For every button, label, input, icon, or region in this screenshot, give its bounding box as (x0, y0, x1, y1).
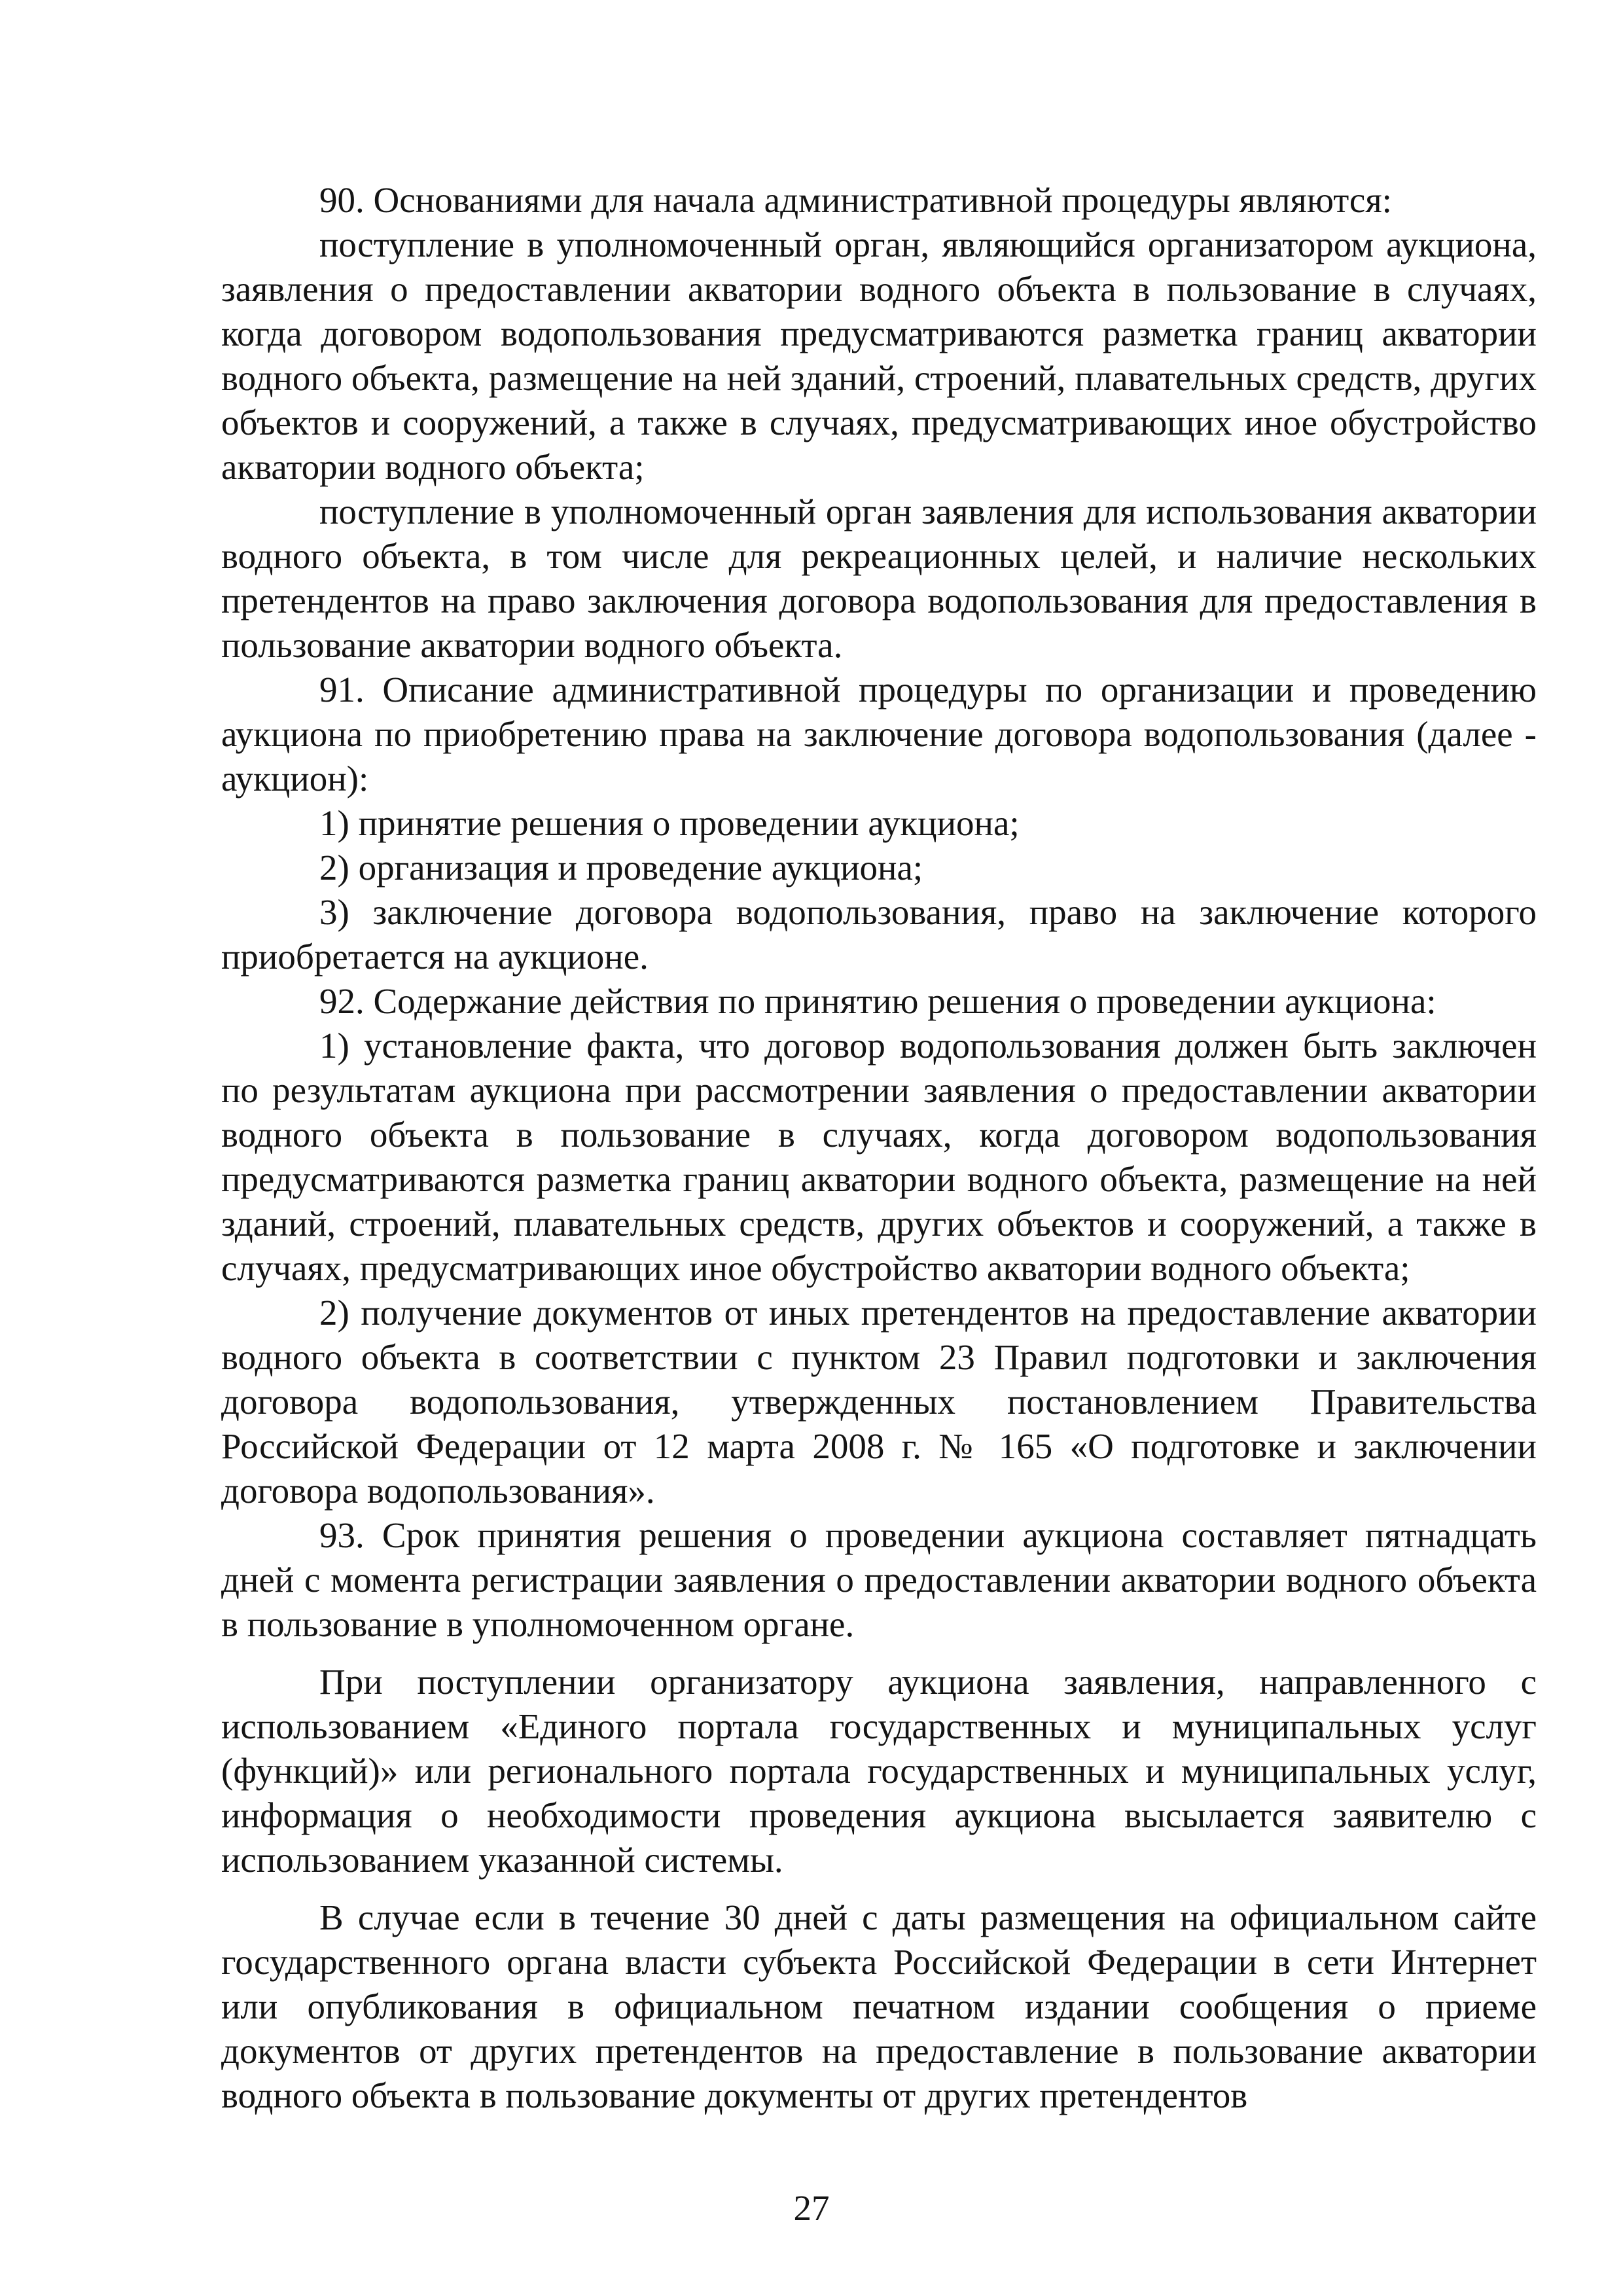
paragraph-90-item-1: поступление в уполномоченный орган, являющийся организатором аукциона, заявления о предоставлении акватории водного объекта в пользование в случаях, когда договором водопользования предусматриваются разметка границ акватории водного объекта, размещение на ней зданий, строений, плавательных средств, других объектов и сооружений, а также в случаях, предусматривающих иное обустройство акватории водного объекта; (221, 224, 1537, 487)
paragraph-92-heading: 92. Содержание действия по принятию решения о проведении аукциона: (319, 981, 1436, 1021)
paragraph-93: 93. Срок принятия решения о проведении аукциона составляет пятнадцать дней с момента регистрации заявления о предоставлении акватории водного объекта в пользование в уполномоченном органе. (221, 1515, 1537, 1644)
paragraph-90-heading: 90. Основаниями для начала административной процедуры являются: (319, 180, 1392, 220)
page-number: 27 (793, 2188, 830, 2228)
paragraph-91-item-3: 3) заключение договора водопользования, право на заключение которого приобретается на аукционе. (221, 892, 1537, 977)
paragraph-92-item-1: 1) установление факта, что договор водопользования должен быть заключен по результатам аукциона при рассмотрении заявления о предоставлении акватории водного объекта в пользование в случаях, когда договором водопользования предусматриваются разметка границ акватории водного объекта, размещение на ней зданий, строений, плавательных средств, других объектов и сооружений, а также в случаях, предусматривающих иное обустройство акватории водного объекта; (221, 1026, 1537, 1288)
paragraph-30-days: В случае если в течение 30 дней с даты размещения на официальном сайте государственного органа власти субъекта Российской Федерации в сети Интернет или опубликования в официальном печатном издании сообщения о приеме документов от других претендентов на предоставление в пользование акватории водного объекта в пользование документы от других претендентов (221, 1897, 1537, 2115)
paragraph-92-item-2: 2) получение документов от иных претендентов на предоставление акватории водного объекта в соответствии с пунктом 23 Правил подготовки и заключения договора водопользования, утвержденных постановлением Правительства Российской Федерации от 12 марта 2008 г. № 165 «О подготовке и заключении договора водопользования». (221, 1293, 1537, 1511)
paragraph-portal-notice: При поступлении организатору аукциона заявления, направленного с использованием «Единого портала государственных и муниципальных услуг (функций)» или регионального портала государственных и муниципальных услуг, информация о необходимости проведения аукциона высылается заявителю с использованием указанной системы. (221, 1662, 1537, 1880)
paragraph-91-heading: 91. Описание административной процедуры по организации и проведению аукциона по приобретению права на заключение договора водопользования (далее - аукцион): (221, 670, 1537, 798)
paragraph-91-item-1: 1) принятие решения о проведении аукциона; (319, 803, 1020, 843)
paragraph-91-item-2: 2) организация и проведение аукциона; (319, 848, 923, 888)
paragraph-90-item-2: поступление в уполномоченный орган заявления для использования акватории водного объекта, в том числе для рекреационных целей, и наличие нескольких претендентов на право заключения договора водопользования для предоставления в пользование акватории водного объекта. (221, 492, 1537, 665)
document-body (221, 178, 1537, 2118)
